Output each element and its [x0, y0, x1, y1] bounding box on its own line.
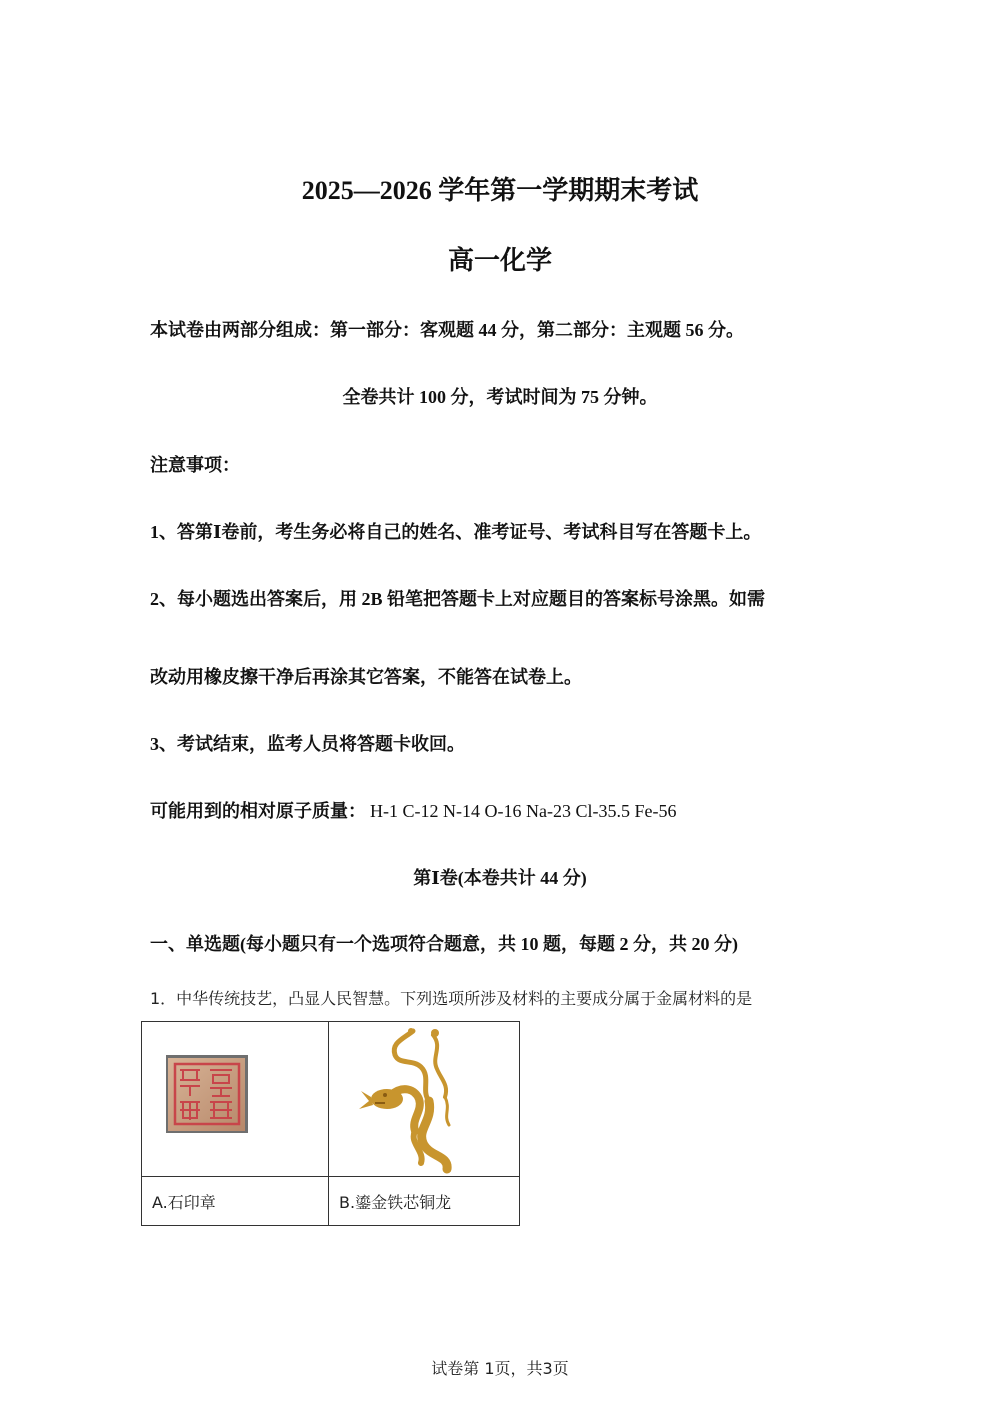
stone-seal-image [166, 1055, 248, 1133]
note-item-1: 1、答第Ⅰ卷前，考生务必将自己的姓名、准考证号、考试科目写在答题卡上。 [150, 522, 762, 542]
atomic-masses-line [150, 797, 676, 823]
page-footer: 试卷第 1页，共3页 [431, 1359, 569, 1378]
note-item-3: 3、考试结束，监考人员将答题卡收回。 [150, 734, 465, 754]
option-b-image-cell [329, 1022, 520, 1177]
subject-title: 高一化学 [447, 246, 552, 275]
paper-total: 全卷共计 100 分，考试时间为 75 分钟。 [342, 387, 658, 407]
atomic-masses-values: H-1 C-12 N-14 O-16 Na-23 Cl-35.5 Fe-56 [370, 801, 677, 821]
section-1-heading: 一、单选题(每小题只有一个选项符合题意，共 10 题，每题 2 分，共 20 分) [150, 934, 738, 954]
notes-heading: 注意事项： [150, 455, 240, 475]
question-1-options-table [141, 1021, 520, 1226]
question-1-stem: 1．中华传统技艺，凸显人民智慧。下列选项所涉及材料的主要成分属于金属材料的是 [150, 989, 753, 1008]
note-item-2-line-2: 改动用橡皮擦干净后再涂其它答案，不能答在试卷上。 [150, 667, 582, 687]
exam-title: 2025—2026 学年第一学期期末考试 [301, 176, 699, 205]
atomic-masses-label: 可能用到的相对原子质量： [150, 801, 366, 821]
paper-composition: 本试卷由两部分组成：第一部分：客观题 44 分，第二部分：主观题 56 分。 [150, 320, 744, 340]
gilded-bronze-dragon-image [351, 1025, 481, 1175]
option-b: B.鎏金铁芯铜龙 [329, 1177, 520, 1226]
part-1-heading: 第Ⅰ卷(本卷共计 44 分) [413, 868, 587, 888]
option-a-image-cell [142, 1022, 329, 1177]
note-item-2-line-1: 2、每小题选出答案后，用 2B 铅笔把答题卡上对应题目的答案标号涂黑。如需 [150, 589, 766, 609]
option-a: A.石印章 [142, 1177, 329, 1226]
